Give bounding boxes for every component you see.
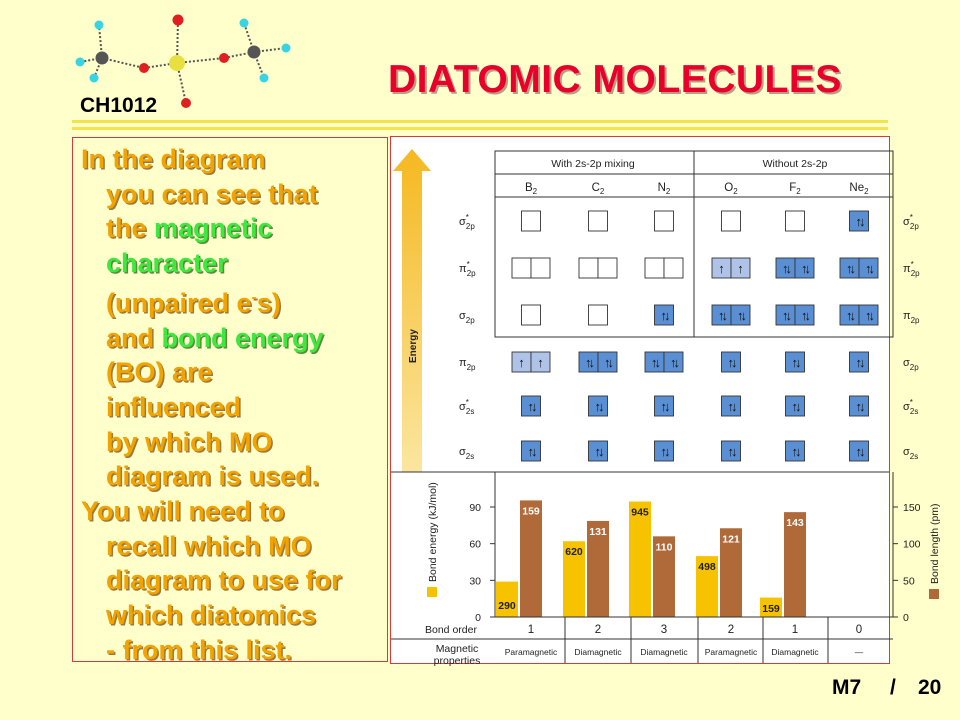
bond-order-value: 0 xyxy=(855,624,863,636)
atom-c xyxy=(248,46,261,59)
orbital-label-left: π* 2p xyxy=(459,260,476,278)
orbital-label-left: $\pi_{2p}$ xyxy=(459,357,476,372)
text-run: the xyxy=(106,213,155,244)
text-run: influenced xyxy=(106,391,242,422)
module-number: M7 xyxy=(832,676,862,699)
atom-h xyxy=(260,74,269,83)
electron-pair-arrows: ↑↓ xyxy=(651,355,658,370)
electron-pair-arrows: ↑↓ xyxy=(791,399,799,414)
electron-pair-arrows: ↑↓ xyxy=(855,214,863,229)
atom-h xyxy=(76,58,85,67)
text-run: (unpaired e xyxy=(106,287,252,318)
electron-pair-arrows: ↑↓ xyxy=(660,444,668,459)
magnetic-value: Paramagnetic xyxy=(504,647,558,657)
text-line xyxy=(81,142,387,177)
text-line xyxy=(81,390,387,425)
text-run: by which MO xyxy=(106,426,273,457)
electron-pair-arrows: ↑↓ xyxy=(791,444,799,459)
bond-order-value: 2 xyxy=(594,624,602,636)
highlight-character: character xyxy=(106,248,228,279)
left-axis-tick-label: 30 xyxy=(469,575,481,588)
text-run: you can see that xyxy=(106,178,318,209)
molecule-label: $F_2$ xyxy=(789,182,801,196)
electron-up-arrow: ↑ xyxy=(537,355,544,370)
superscript: - xyxy=(251,288,257,306)
orbital-label-left: $\sigma_{2s}$ xyxy=(459,446,475,461)
text-line xyxy=(81,281,387,321)
orbital-label-left: σ* 2p xyxy=(459,213,475,231)
bond-order-value: 2 xyxy=(727,624,735,636)
orbital-box xyxy=(531,258,550,278)
title-rule xyxy=(72,120,888,123)
electron-pair-arrows: ↑↓ xyxy=(855,399,863,414)
atom-c xyxy=(96,52,109,65)
electron-pair-arrows: ↑↓ xyxy=(846,308,853,323)
right-axis-tick-label: 100 xyxy=(903,538,921,551)
right-axis-title: Bond length (pm) xyxy=(929,503,941,584)
electron-up-arrow: ↑ xyxy=(737,261,744,276)
bond-length-value-label: 110 xyxy=(655,541,673,554)
atom-h xyxy=(282,44,291,53)
orbital-box xyxy=(645,258,664,278)
electron-pair-arrows: ↑↓ xyxy=(846,261,853,276)
orbital-label-left: $\sigma_{2p}$ xyxy=(459,310,475,325)
text-run: diagram is used. xyxy=(106,461,320,492)
energy-label: Energy xyxy=(408,329,419,363)
page-separator: / xyxy=(890,676,896,699)
electron-pair-arrows: ↑↓ xyxy=(782,261,789,276)
orbital-box xyxy=(522,305,541,325)
orbital-label-right: σ* 2p xyxy=(903,213,919,231)
orbital-box xyxy=(722,211,741,231)
left-axis-tick-label: 0 xyxy=(475,612,481,624)
group-without-mixing: Without 2s-2p xyxy=(762,158,828,170)
text-line xyxy=(81,633,387,668)
electron-up-arrow: ↑ xyxy=(518,355,525,370)
atom-o xyxy=(181,98,191,108)
electron-pair-arrows: ↑↓ xyxy=(727,355,735,370)
left-axis-tick-label: 90 xyxy=(469,502,481,514)
bond-energy-value-label: 945 xyxy=(631,506,649,519)
text-line xyxy=(81,459,387,494)
electron-pair-arrows: ↑↓ xyxy=(660,399,668,414)
text-panel xyxy=(72,137,388,665)
atom-o xyxy=(139,63,149,73)
electron-pair-arrows: ↑↓ xyxy=(527,399,535,414)
text-run: recall which MO xyxy=(106,530,312,561)
right-axis-legend-swatch xyxy=(929,589,939,599)
electron-pair-arrows: ↑↓ xyxy=(727,444,735,459)
text-line xyxy=(81,177,387,212)
bond-length-value-label: 121 xyxy=(722,533,740,546)
text-line xyxy=(81,355,387,390)
group-with-mixing: With 2s-2p mixing xyxy=(551,158,635,170)
molecule-label: $N_2$ xyxy=(657,182,671,196)
highlight-magnetic: magnetic xyxy=(154,213,273,244)
electron-pair-arrows: ↑↓ xyxy=(727,399,735,414)
paragraph xyxy=(73,494,387,668)
magnetic-value: Diamagnetic xyxy=(574,647,622,657)
atom-o xyxy=(219,53,229,63)
magnetic-label: Magnetic properties xyxy=(433,643,481,667)
left-axis-legend-swatch xyxy=(427,587,437,597)
course-code: CH1012 xyxy=(80,94,158,117)
bond-length-value-label: 143 xyxy=(786,517,804,530)
orbital-box xyxy=(589,211,608,231)
page-number: 20 xyxy=(918,676,942,699)
text-line xyxy=(81,598,387,633)
electron-pair-arrows: ↑↓ xyxy=(791,355,799,370)
orbital-label-right: $\sigma_{2p}$ xyxy=(903,357,919,372)
bond-energy-value-label: 498 xyxy=(698,561,716,574)
magnetic-value: Paramagnetic xyxy=(704,647,758,657)
text-run: In the diagram xyxy=(81,144,266,174)
left-axis-tick-label: 60 xyxy=(469,538,481,551)
bond-order-value: 3 xyxy=(660,624,668,636)
bond-energy-value-label: 159 xyxy=(762,603,780,615)
magnetic-value: Diamagnetic xyxy=(640,647,688,657)
atom-o xyxy=(173,15,184,26)
bond-length-value-label: 131 xyxy=(589,525,607,538)
electron-pair-arrows: ↑↓ xyxy=(737,308,744,323)
atom-h xyxy=(95,21,104,30)
electron-pair-arrows: ↑↓ xyxy=(585,355,592,370)
electron-pair-arrows: ↑↓ xyxy=(718,308,725,323)
electron-pair-arrows: ↑↓ xyxy=(594,444,602,459)
electron-pair-arrows: ↑↓ xyxy=(670,355,677,370)
text-run: You will need to xyxy=(81,496,285,527)
electron-pair-arrows: ↑↓ xyxy=(865,308,872,323)
bond-length-value-label: 159 xyxy=(522,505,540,518)
right-axis-tick-label: 0 xyxy=(903,612,909,624)
atom-h xyxy=(90,74,99,83)
electron-up-arrow: ↑ xyxy=(718,261,725,276)
electron-pair-arrows: ↑↓ xyxy=(801,308,808,323)
molecule-label: $C_2$ xyxy=(591,182,605,196)
bond-order-label: Bond order xyxy=(425,624,477,636)
orbital-label-left: σ* 2s xyxy=(459,398,475,416)
text-run: diagram to use for xyxy=(106,565,342,596)
electron-pair-arrows: ↑↓ xyxy=(527,444,535,459)
text-line xyxy=(81,529,387,564)
orbital-box xyxy=(655,211,674,231)
bond-length-bar xyxy=(520,500,542,617)
text-line xyxy=(81,246,387,281)
orbital-box xyxy=(522,211,541,231)
text-run: s) xyxy=(256,287,281,318)
molecule-label: $O_2$ xyxy=(724,182,738,196)
magnetic-value: Diamagnetic xyxy=(771,647,819,657)
electron-pair-arrows: ↑↓ xyxy=(660,308,668,323)
highlight-bond-energy: bond energy xyxy=(161,322,324,353)
bond-energy-value-label: 290 xyxy=(498,600,516,612)
atom-s xyxy=(169,55,185,71)
orbital-box xyxy=(664,258,683,278)
orbital-box xyxy=(598,258,617,278)
left-axis-title: Bond energy (kJ/mol) xyxy=(427,482,439,582)
electron-pair-arrows: ↑↓ xyxy=(855,444,863,459)
text-line xyxy=(81,494,387,529)
molecule-label: $Ne_2$ xyxy=(849,182,869,196)
text-line xyxy=(81,321,387,356)
bond-energy-bar xyxy=(629,502,651,618)
magnetic-value: — xyxy=(854,647,864,657)
bond-energy-value-label: 620 xyxy=(565,546,583,559)
electron-pair-arrows: ↑↓ xyxy=(594,399,602,414)
mo-diagram-panel xyxy=(390,136,941,667)
electron-pair-arrows: ↑↓ xyxy=(801,261,808,276)
orbital-box xyxy=(589,305,608,325)
electron-pair-arrows: ↑↓ xyxy=(782,308,789,323)
molecule-label: $B_2$ xyxy=(524,182,538,196)
text-run: - from this list. xyxy=(106,634,293,665)
text-line xyxy=(81,563,387,598)
orbital-box xyxy=(579,258,598,278)
bond-order-value: 1 xyxy=(527,624,535,636)
electron-pair-arrows: ↑↓ xyxy=(604,355,611,370)
right-axis-tick-label: 50 xyxy=(903,575,915,588)
electron-pair-arrows: ↑↓ xyxy=(855,355,863,370)
slide-title: DIATOMIC MOLECULES xyxy=(388,58,842,101)
text-run: (BO) are xyxy=(106,357,213,388)
text-line xyxy=(81,425,387,460)
orbital-box xyxy=(786,211,805,231)
orbital-label-right: σ* 2s xyxy=(903,398,919,416)
orbital-label-right: $\sigma_{2s}$ xyxy=(903,446,919,461)
electron-pair-arrows: ↑↓ xyxy=(865,261,872,276)
orbital-label-right: $\pi_{2p}$ xyxy=(903,310,920,325)
paragraph xyxy=(73,138,387,494)
energy-arrow xyxy=(393,149,431,472)
orbital-label-right: π* 2p xyxy=(903,260,920,278)
text-run: which diatomics xyxy=(106,600,317,631)
right-axis-tick-label: 150 xyxy=(903,502,921,514)
orbital-box xyxy=(512,258,531,278)
text-run: and xyxy=(106,322,162,353)
title-rule xyxy=(72,127,888,130)
atom-h xyxy=(240,19,249,28)
bond-order-value: 1 xyxy=(791,624,799,636)
text-line xyxy=(81,211,387,246)
